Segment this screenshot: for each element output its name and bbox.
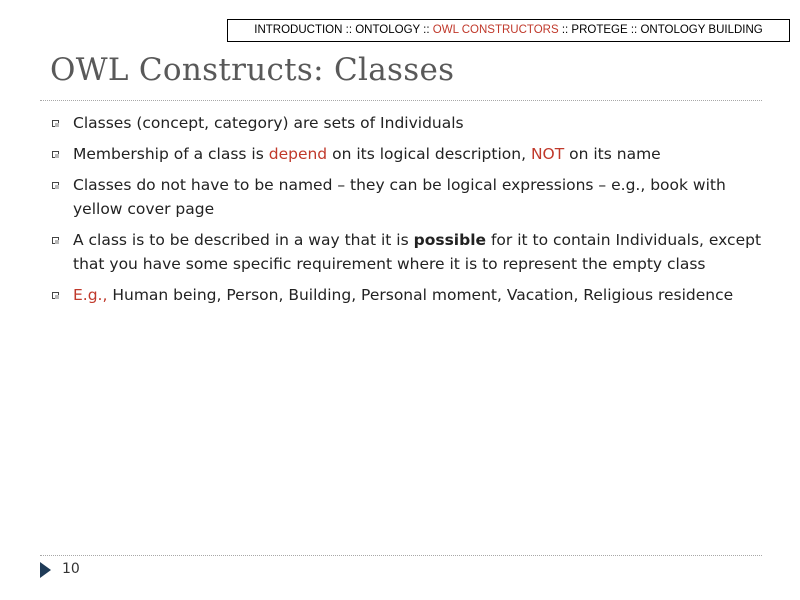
nav-item-protege[interactable]: PROTEGE [571,24,628,36]
square-bullet-icon [52,120,59,127]
nav-item-ontology-building[interactable]: ONTOLOGY BUILDING [640,24,763,36]
bullet-item [46,143,766,167]
emphasis-possible: possible [413,231,487,249]
breadcrumb-navbar [227,19,790,42]
footer-divider [40,555,762,556]
square-bullet-icon [52,182,59,189]
nav-separator: :: [419,24,433,36]
square-bullet-icon [52,151,59,158]
bullet-list [46,112,766,315]
page-number: 10 [62,561,80,577]
bullet-text: A class is to be described in a way that it is [73,231,414,249]
square-bullet-icon [52,237,59,244]
bullet-text: Membership of a class is [73,145,269,163]
bullet-text: Human being, Person, Building, Personal moment, Vacation, Religious residence [107,286,734,304]
triangle-arrow-icon [40,562,51,578]
bullet-text: on its logical description, [327,145,531,163]
title-divider [40,100,762,101]
bullet-item [46,174,766,221]
highlight-depend: depend [268,145,328,163]
nav-separator: :: [342,24,356,36]
nav-item-ontology[interactable]: ONTOLOGY [355,24,420,36]
nav-separator: :: [627,24,641,36]
square-bullet-icon [52,292,59,299]
bullet-text: Classes do not have to be named – they can be logical expressions – e.g., book with yellow cover page [73,176,726,218]
bullet-text: Classes (concept, category) are sets of Individuals [73,114,464,132]
bullet-item [46,112,766,136]
nav-separator: :: [558,24,572,36]
highlight-eg: E.g., [73,286,108,304]
nav-item-owl-constructors[interactable]: OWL CONSTRUCTORS [432,24,559,36]
bullet-text: for it to contain Individuals, except that you have some specific requirement where it is to represent the empty class [73,231,762,273]
bullet-item [46,284,766,308]
slide-title: OWL Constructs: Classes [50,52,455,88]
highlight-not: NOT [530,145,565,163]
nav-item-introduction[interactable]: INTRODUCTION [254,24,343,36]
bullet-item [46,229,766,276]
bullet-text: on its name [564,145,661,163]
